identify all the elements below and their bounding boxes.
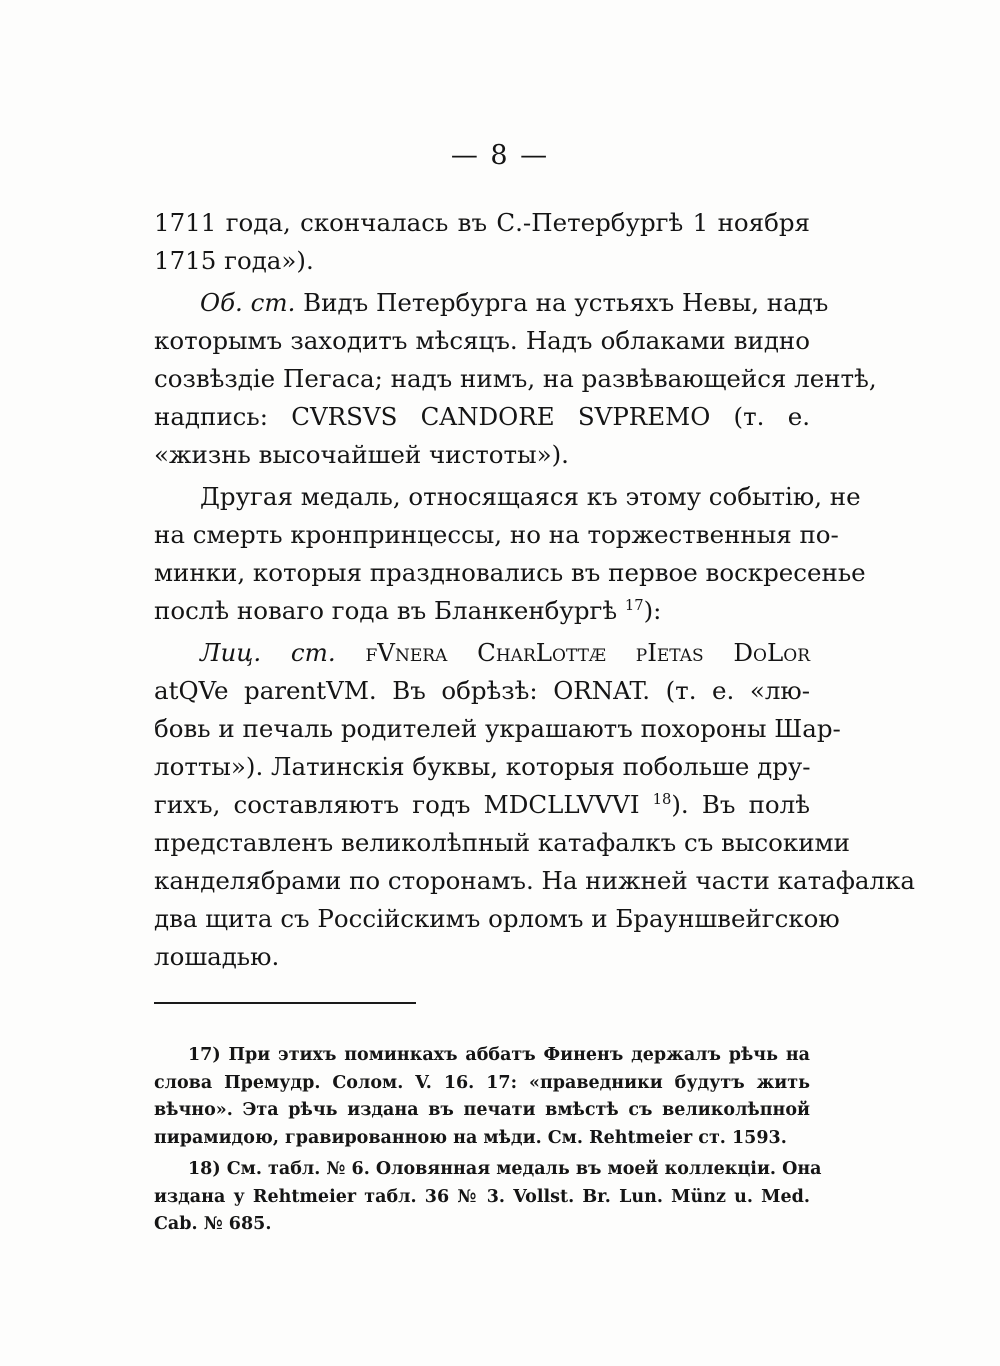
- text-line: бовь и печаль родителей украшаютъ похороны Шар-: [154, 714, 841, 743]
- text-line: atQVe parentVM. Въ обрѣзѣ: ORNAT. (т. е. «лю-: [154, 676, 810, 705]
- footnote-line: вѣчно». Эта рѣчь издана въ печати вмѣстѣ съ великолѣпной: [154, 1100, 810, 1120]
- text-line: послѣ новаго года въ Бланкенбургѣ $^{17}$):: [154, 596, 662, 625]
- text-line: минки, которыя праздновались въ первое воскресенье: [154, 558, 866, 587]
- footnote-line: 17) При этихъ поминкахъ аббатъ Финенъ держалъ рѣчь на: [188, 1045, 810, 1065]
- text-line: которымъ заходитъ мѣсяцъ. Надъ облаками видно: [154, 326, 810, 355]
- text-line: канделябрами по сторонамъ. На нижней части катафалка: [154, 866, 915, 895]
- footnotes: [154, 1042, 822, 1239]
- text-line: Другая медаль, относящаяся къ этому событію, не: [200, 482, 861, 511]
- text-line: 1711 года, скончалась въ С.-Петербургѣ 1 ноября: [154, 208, 810, 237]
- text-line: два щита съ Россійскимъ орломъ и Брауншвейгскою: [154, 904, 840, 933]
- text-line: Об. ст. Видъ Петербурга на устьяхъ Невы, надъ: [200, 288, 829, 317]
- footnote-line: пирамидою, гравированною на мѣди. См. Rehtmeier ст. 1593.: [154, 1127, 787, 1148]
- text-line: на смерть кронпринцессы, но на торжественныя по-: [154, 520, 839, 549]
- text-line: [154, 634, 810, 672]
- text-line: надпись: CVRSVS CANDORE SVPREMO (т. е.: [154, 402, 810, 431]
- text-line: лошадью.: [154, 942, 280, 971]
- text-line: представленъ великолѣпный катафалкъ съ высокими: [154, 828, 850, 857]
- footnote-line: слова Премудр. Солом. V. 16. 17: «праведники будутъ жить: [154, 1072, 810, 1093]
- main-text: [154, 204, 915, 976]
- text-line: лотты»). Латинскія буквы, которыя побольше дру-: [154, 752, 811, 781]
- footnote-line: издана у Rehtmeier табл. 36 № 3. Vollst. Br. Lun. Münz u. Med.: [154, 1186, 810, 1207]
- medal-legend: fVnera CharLottæ pIetas DoLor: [365, 638, 810, 667]
- text-line: «жизнь высочайшей чистоты»).: [154, 440, 569, 469]
- footnote-line: 18) См. табл. № 6. Оловянная медаль въ моей коллекціи. Она: [188, 1159, 822, 1179]
- text-line: созвѣздіе Пегаса; надъ нимъ, на развѣвающейся лентѣ,: [154, 364, 877, 393]
- obverse-label: Об. ст.: [200, 288, 296, 317]
- page-number: — 8 —: [450, 140, 550, 171]
- face-label: Лиц. ст.: [200, 638, 336, 667]
- footnote-divider: [154, 1002, 416, 1004]
- footnote-ref-18: 18: [652, 790, 672, 808]
- text-line: 1715 года»).: [154, 246, 314, 275]
- footnote-ref-17: 17: [624, 596, 644, 614]
- text-line: гихъ, составляютъ годъ MDCLLVVVI $^{18}$). Въ полѣ: [154, 790, 810, 819]
- footnote-line: Cab. № 685.: [154, 1214, 272, 1234]
